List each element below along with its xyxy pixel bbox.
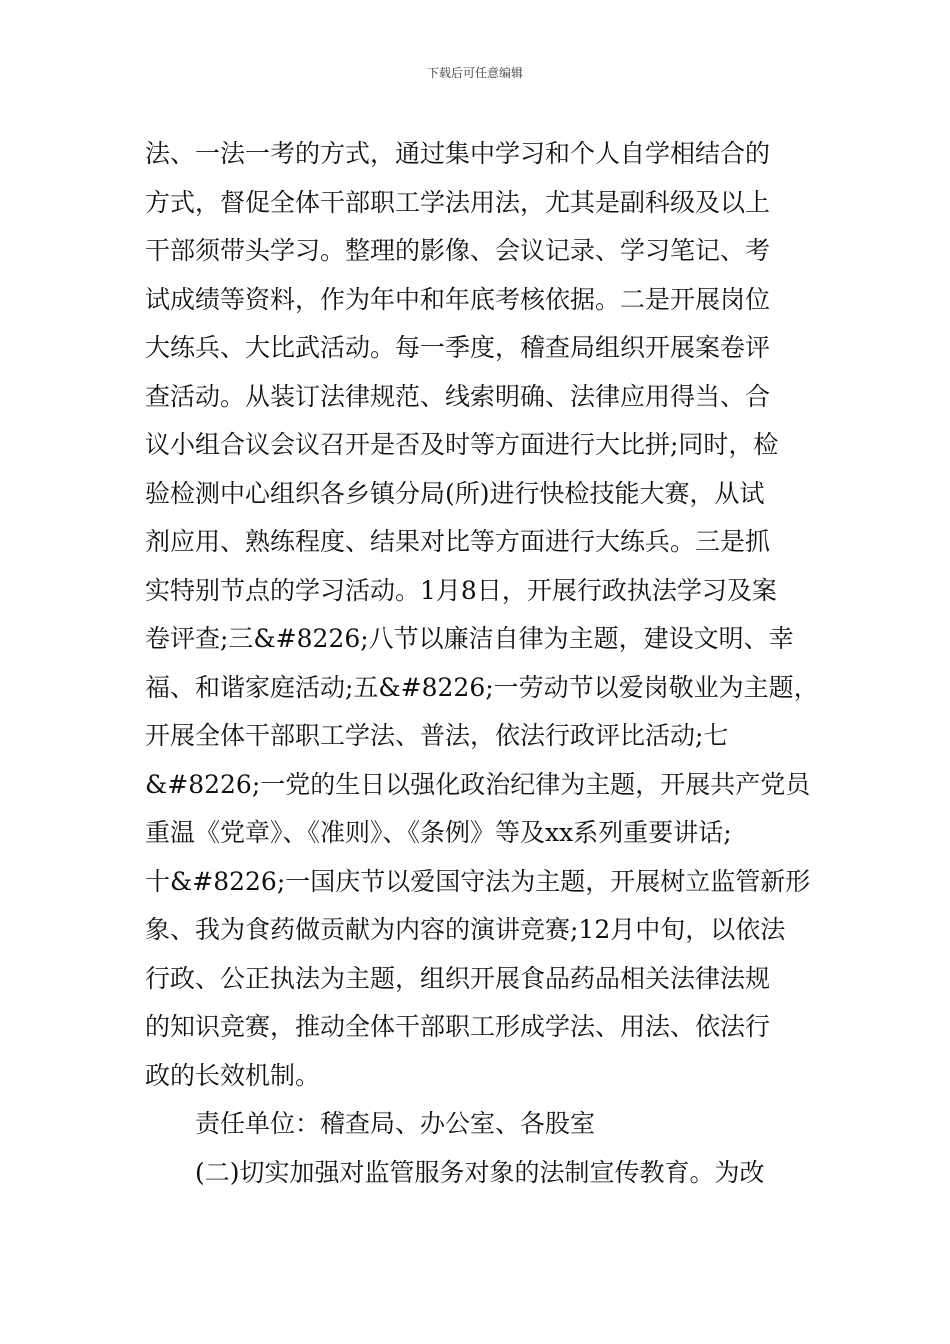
text-line: 卷评查;三&#8226;八节以廉洁自律为主题，建设文明、幸 [145, 624, 794, 653]
text-line: 重温《党章》、《准则》、《条例》等及xx系列重要讲话; [145, 818, 732, 847]
text-line: 行政、公正执法为主题，组织开展食品药品相关法律法规 [145, 963, 771, 993]
text-line: 实特别节点的学习活动。1月8日，开展行政执法学习及案 [145, 575, 777, 605]
section-heading-line: (二)切实加强对监管服务对象的法制宣传教育。为改 [195, 1157, 765, 1187]
document-body [145, 130, 825, 1197]
text-line: 议小组合议会议召开是否及时等方面进行大比拼;同时，检 [145, 430, 779, 459]
text-line: 象、我为食药做贡献为内容的演讲竞赛;12月中旬，以依法 [145, 915, 786, 944]
text-line: 法、一法一考的方式，通过集中学习和个人自学相结合的 [145, 139, 771, 168]
page-header: 下载后可任意编辑 [426, 66, 523, 80]
text-line: 福、和谐家庭活动;五&#8226;一劳动节以爱岗敬业为主题， [145, 672, 819, 702]
text-line: &#8226;一党的生日以强化政治纪律为主题，开展共产党员 [145, 769, 811, 799]
text-line: 方式，督促全体干部职工学法用法，尤其是副科级及以上 [145, 187, 771, 217]
text-line: 大练兵、大比武活动。每一季度，稽查局组织开展案卷评 [145, 333, 771, 362]
text-line: 查活动。从装订法律规范、线索明确、法律应用得当、合 [145, 381, 771, 411]
text-line: 政的长效机制。 [145, 1060, 321, 1090]
text-line: 开展全体干部职工学法、普法，依法行政评比活动;七 [145, 721, 729, 750]
text-line: 十&#8226;一国庆节以爱国守法为主题，开展树立监管新形 [145, 866, 811, 896]
text-line: 剂应用、熟练程度、结果对比等方面进行大练兵。三是抓 [145, 527, 771, 556]
responsibility-line: 责任单位：稽查局、办公室、各股室 [195, 1109, 596, 1138]
text-line: 试成绩等资料，作为年中和年底考核依据。二是开展岗位 [145, 284, 771, 314]
text-line: 的知识竞赛，推动全体干部职工形成学法、用法、依法行 [145, 1012, 771, 1041]
text-line: 干部须带头学习。整理的影像、会议记录、学习笔记、考 [145, 236, 771, 265]
text-line: 验检测中心组织各乡镇分局(所)进行快检技能大赛，从试 [145, 478, 765, 508]
